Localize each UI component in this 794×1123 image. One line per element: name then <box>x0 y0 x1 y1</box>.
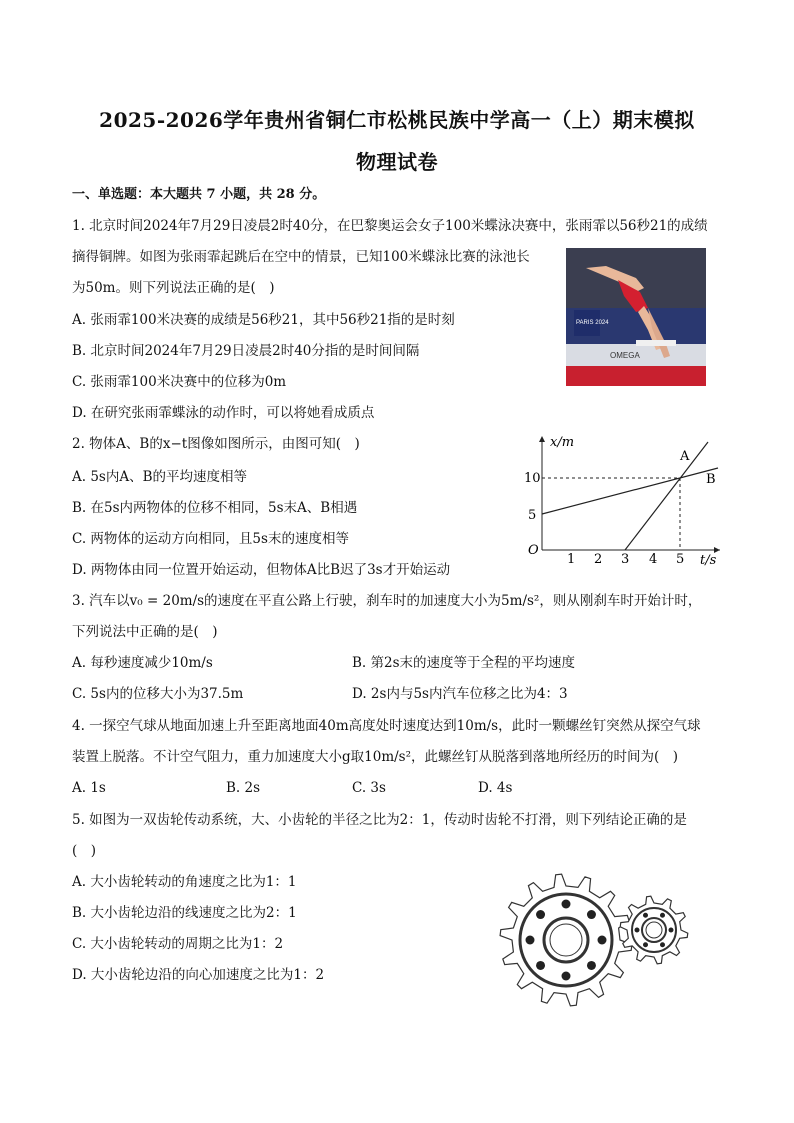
label-a: A <box>680 449 690 464</box>
x-tick-3: 3 <box>621 552 630 567</box>
x-tick-5: 5 <box>676 552 685 567</box>
q4-option-c: C. 3s <box>352 780 386 796</box>
q5-option-c: C. 大小齿轮转动的周期之比为1：2 <box>72 936 284 952</box>
q3-line-1: 3. 汽车以v₀ = 20m/s的速度在平直公路上行驶，刹车时的加速度大小为5m/s²，则从刚刹车时开始计时， <box>72 593 702 609</box>
x-tick-4: 4 <box>649 552 658 567</box>
xt-graph <box>520 430 725 570</box>
q2-option-b: B. 在5s内两物体的位移不相同，5s末A、B相遇 <box>72 500 358 516</box>
q1-option-d: D. 在研究张雨霏蝶泳的动作时，可以将她看成质点 <box>72 405 375 421</box>
swimmer-illustration <box>566 248 706 386</box>
q1-line-2: 摘得铜牌。如图为张雨霏起跳后在空中的情景，已知100米蝶泳比赛的泳池长 <box>72 249 530 265</box>
x-axis-label: t/s <box>700 553 717 568</box>
q3-option-a: A. 每秒速度减少10m/s <box>72 655 213 671</box>
q3-option-b: B. 第2s末的速度等于全程的平均速度 <box>352 655 576 671</box>
q5-line-1: 5. 如图为一双齿轮传动系统，大、小齿轮的半径之比为2：1，传动时齿轮不打滑，则下列结论正确的是 <box>72 812 687 828</box>
q2-stem: 2. 物体A、B的x−t图像如图所示，由图可知( ) <box>72 436 360 452</box>
exam-title-line1: 2025-2026学年贵州省铜仁市松桃民族中学高一（上）期末模拟 <box>99 108 695 132</box>
line-a <box>625 442 708 550</box>
x-tick-2: 2 <box>594 552 603 567</box>
y-tick-10: 10 <box>524 471 541 486</box>
q3-option-d: D. 2s内与5s内汽车位移之比为4：3 <box>352 686 568 702</box>
q5-option-b: B. 大小齿轮边沿的线速度之比为2：1 <box>72 905 297 921</box>
q2-option-a: A. 5s内A、B的平均速度相等 <box>72 469 248 485</box>
q2-option-c: C. 两物体的运动方向相同，且5s末的速度相等 <box>72 531 349 547</box>
q3-line-2: 下列说法中正确的是( ) <box>72 624 218 640</box>
q4-line-2: 装置上脱落。不计空气阻力，重力加速度大小g取10m/s²，此螺丝钉从脱落到落地所经历的时间为( ) <box>72 749 679 765</box>
exam-title-line2: 物理试卷 <box>356 150 438 174</box>
origin-label: O <box>528 543 539 558</box>
q1-line-3: 为50m。则下列说法正确的是( ) <box>72 280 275 296</box>
q5-line-2: ( ) <box>72 843 97 859</box>
y-axis-arrow <box>539 436 545 442</box>
q3-option-c: C. 5s内的位移大小为37.5m <box>72 686 244 702</box>
q1-option-a: A. 张雨霏100米决赛的成绩是56秒21，其中56秒21指的是时刻 <box>72 312 455 328</box>
gear-diagram <box>496 868 716 1008</box>
line-b <box>542 468 718 514</box>
q4-line-1: 4. 一探空气球从地面加速上升至距离地面40m高度处时速度达到10m/s，此时一颗螺丝钉突然从探空气球 <box>72 718 701 734</box>
large-gear-icon <box>500 874 632 1006</box>
x-tick-1: 1 <box>567 552 576 567</box>
y-tick-5: 5 <box>528 508 537 523</box>
q5-option-a: A. 大小齿轮转动的角速度之比为1：1 <box>72 874 297 890</box>
q4-option-d: D. 4s <box>478 780 513 796</box>
q4-option-a: A. 1s <box>72 780 106 796</box>
label-b: B <box>706 472 716 487</box>
q2-option-d: D. 两物体由同一位置开始运动，但物体A比B迟了3s才开始运动 <box>72 562 451 578</box>
omega-logo-text: OMEGA <box>610 351 640 360</box>
q4-option-b: B. 2s <box>226 780 261 796</box>
section-heading: 一、单选题：本大题共 7 小题，共 28 分。 <box>72 187 326 202</box>
q1-line-1: 1. 北京时间2024年7月29日凌晨2时40分，在巴黎奥运会女子100米蝶泳决赛中，张雨霏以56秒21的成绩 <box>72 218 708 234</box>
y-axis-label: x/m <box>550 435 575 450</box>
q1-option-b: B. 北京时间2024年7月29日凌晨2时40分指的是时间间隔 <box>72 343 420 359</box>
paris-logo-text: PARIS 2024 <box>576 320 609 326</box>
q5-option-d: D. 大小齿轮边沿的向心加速度之比为1：2 <box>72 967 325 983</box>
swimmer-photo <box>566 248 706 386</box>
q1-option-c: C. 张雨霏100米决赛中的位移为0m <box>72 374 287 390</box>
small-gear-icon <box>620 896 688 964</box>
